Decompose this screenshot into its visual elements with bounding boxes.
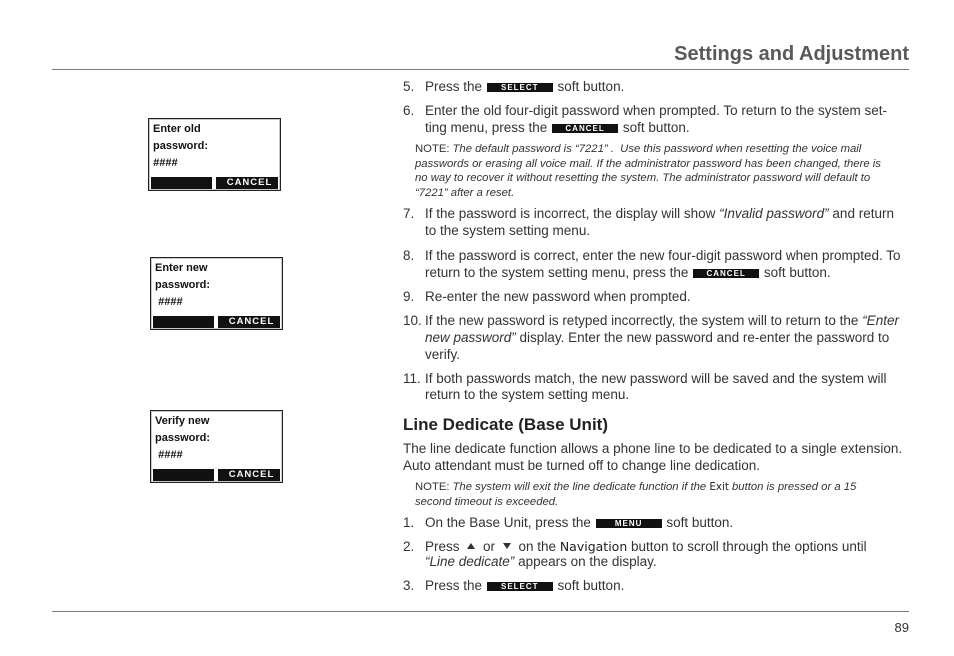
step-10-line-1 bbox=[425, 312, 899, 330]
step-text: or bbox=[479, 539, 499, 554]
note-line-dedicate-line-1 bbox=[415, 480, 856, 495]
note-line-dedicate-line-2 bbox=[415, 495, 558, 510]
cancel-softkey-graphic: CANCEL bbox=[552, 124, 618, 133]
note-text: second timeout is exceeded. bbox=[415, 496, 559, 508]
step-text: If the new password is retyped incorrectly, the system will to return to the bbox=[425, 313, 863, 328]
lcd-password-entry: #### bbox=[158, 449, 183, 461]
page-number: 89 bbox=[894, 620, 909, 635]
step-number: 11. bbox=[403, 371, 421, 386]
note-text: no way to recover it without resetting the system. The administrator password will default to bbox=[415, 172, 871, 184]
step-text: If the password is incorrect, the display will show bbox=[425, 206, 720, 221]
lcd-password-entry: #### bbox=[158, 296, 183, 308]
step-text: button to scroll through the options until bbox=[627, 539, 867, 554]
step-text: verify. bbox=[425, 347, 461, 362]
note-text: passwords or erasing all voice mail. If the administrator password has been changed, there is bbox=[415, 158, 881, 170]
step-8-line-1 bbox=[425, 247, 901, 265]
up-arrow-icon bbox=[467, 543, 475, 549]
section-heading-line-dedicate: Line Dedicate (Base Unit) bbox=[403, 415, 608, 434]
step-11-line-2 bbox=[425, 386, 629, 404]
step-text: display. Enter the new password and re-enter the password to bbox=[515, 330, 890, 345]
lcd-softkey-left-blank bbox=[153, 316, 214, 328]
step-number: 3. bbox=[403, 578, 415, 593]
step-number: 1. bbox=[403, 515, 415, 530]
intro-line-2: Auto attendant must be turned off to change line dedication. bbox=[403, 458, 761, 473]
step-text: Press bbox=[425, 539, 464, 554]
note-default-password-line-1 bbox=[415, 142, 861, 157]
step-number: 10. bbox=[403, 313, 422, 328]
note-label: NOTE: bbox=[415, 143, 450, 155]
lcd-screen-enter-new-password bbox=[150, 257, 283, 330]
step-text: Press the bbox=[425, 79, 486, 94]
intro-line-1: The line dedicate function allows a phone line to be dedicated to a single extension. bbox=[403, 441, 903, 456]
dedicate-step-2-line-2 bbox=[425, 553, 657, 571]
step-text: and return bbox=[828, 206, 894, 221]
step-number: 5. bbox=[403, 79, 415, 94]
step-text: soft button. bbox=[553, 578, 625, 593]
select-softkey-graphic: SELECT bbox=[487, 582, 553, 591]
display-message-text: new password” bbox=[425, 330, 516, 345]
footer-divider bbox=[52, 611, 909, 612]
step-10-line-2 bbox=[425, 329, 889, 347]
step-number: 2. bbox=[403, 539, 415, 554]
lcd-softkey-cancel: CANCEL bbox=[218, 469, 280, 481]
step-text: If the password is correct, enter the new four-digit password when prompted. To bbox=[425, 248, 901, 263]
step-number: 9. bbox=[403, 289, 415, 304]
display-message-text: “Invalid password” bbox=[719, 206, 829, 221]
step-6-line-2 bbox=[425, 119, 690, 137]
step-text: to the system setting menu. bbox=[425, 223, 591, 238]
step-text: soft button. bbox=[662, 515, 734, 530]
lcd-softkey-left-blank bbox=[153, 469, 214, 481]
lcd-softkey-cancel: CANCEL bbox=[216, 177, 278, 189]
note-default-password-line-4 bbox=[415, 186, 514, 201]
note-default-password-line-3 bbox=[415, 171, 870, 186]
lcd-password-entry: #### bbox=[153, 157, 178, 169]
cancel-softkey-graphic: CANCEL bbox=[693, 269, 759, 278]
note-label: NOTE: bbox=[415, 481, 450, 493]
lcd-softkey-cancel: CANCEL bbox=[218, 316, 280, 328]
step-text: return to the system setting menu. bbox=[425, 387, 630, 402]
step-text: on the bbox=[514, 539, 560, 554]
step-5-line-1 bbox=[425, 78, 624, 96]
dedicate-step-1-line-1 bbox=[425, 514, 733, 532]
lcd-softkey-left-blank bbox=[151, 177, 212, 189]
note-text: The system will exit the line dedicate function if the bbox=[452, 481, 710, 493]
lcd-prompt-line-2: password: bbox=[155, 279, 211, 291]
step-text: Enter the old four-digit password when prompted. To return to the system set- bbox=[425, 103, 887, 118]
down-arrow-icon bbox=[503, 543, 511, 549]
step-10-line-3 bbox=[425, 346, 460, 364]
lcd-prompt-line-1: Enter old bbox=[153, 123, 201, 135]
lcd-screen-enter-old-password bbox=[148, 118, 281, 191]
step-8-line-2 bbox=[425, 264, 831, 282]
step-text: appears on the display. bbox=[514, 554, 657, 569]
step-text: soft button. bbox=[553, 79, 625, 94]
lcd-screen-verify-new-password bbox=[150, 410, 283, 483]
step-9-line-1 bbox=[425, 288, 691, 306]
lcd-prompt-line-1: Enter new bbox=[155, 262, 208, 274]
step-7-line-1 bbox=[425, 205, 894, 223]
note-text: “7221” after a reset. bbox=[415, 187, 515, 199]
display-message-text: “Enter bbox=[862, 313, 899, 328]
page-title: Settings and Adjustment bbox=[674, 43, 909, 65]
menu-softkey-graphic: MENU bbox=[596, 519, 662, 528]
step-text: If both passwords match, the new password will be saved and the system will bbox=[425, 371, 887, 386]
step-text: soft button. bbox=[760, 265, 831, 280]
header-divider bbox=[52, 69, 909, 70]
step-number: 6. bbox=[403, 103, 415, 118]
step-number: 7. bbox=[403, 206, 415, 221]
step-6-line-1 bbox=[425, 102, 887, 120]
step-text: Press the bbox=[425, 578, 486, 593]
select-softkey-graphic: SELECT bbox=[487, 83, 553, 92]
step-text: Re-enter the new password when prompted. bbox=[425, 289, 691, 304]
lcd-prompt-line-2: password: bbox=[155, 432, 211, 444]
display-message-text: “Line dedicate” bbox=[425, 554, 515, 569]
lcd-prompt-line-2: password: bbox=[153, 140, 209, 152]
step-text: On the Base Unit, press the bbox=[425, 515, 595, 530]
step-text: soft button. bbox=[619, 120, 690, 135]
dedicate-step-3-line-1 bbox=[425, 577, 624, 595]
step-text: return to the system setting menu, press the bbox=[425, 265, 693, 280]
note-text: button is pressed or a 15 bbox=[728, 481, 857, 493]
note-default-password-line-2 bbox=[415, 157, 881, 172]
step-number: 8. bbox=[403, 248, 415, 263]
navigation-key-name: Navigation bbox=[559, 539, 628, 554]
step-7-line-2 bbox=[425, 222, 590, 240]
exit-key-name: Exit bbox=[709, 481, 729, 493]
step-text: ting menu, press the bbox=[425, 120, 552, 135]
note-text: The default password is “7221” . Use this password when resetting the voice mail bbox=[452, 143, 862, 155]
lcd-prompt-line-1: Verify new bbox=[155, 415, 210, 427]
